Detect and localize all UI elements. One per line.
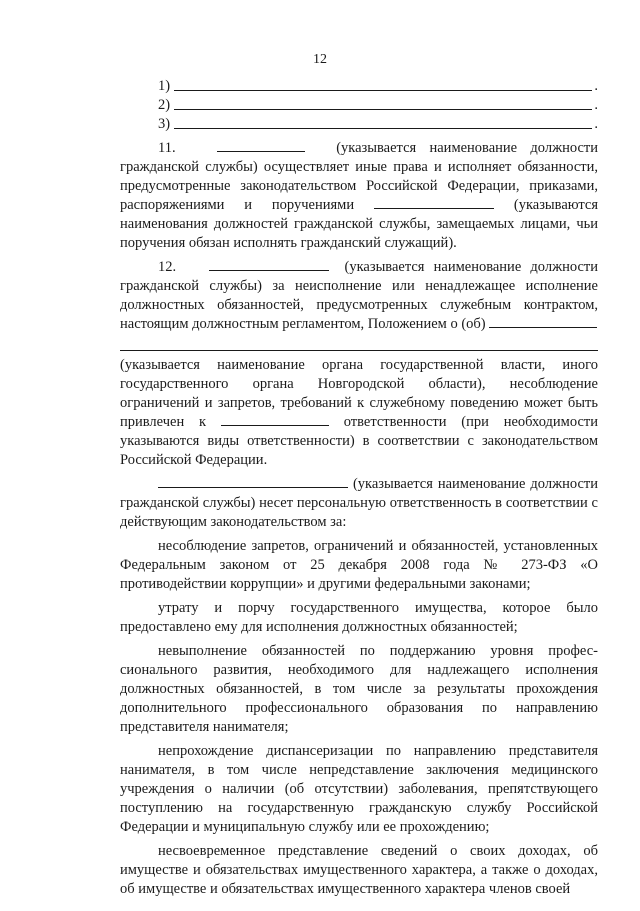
paragraph-12-continued: [120, 356, 598, 470]
responsibility-item-2: утрату и порчу государственного имущества, которое было предоставлено ему для исполнения должностных обязанностей;: [120, 600, 598, 635]
fill-line: [174, 128, 592, 129]
responsibility-item-3: невыполнение обязанностей по поддержанию уровня профессионального развития, необходимого для надлежащего исполнения должностных обязанностей, в том числе за результаты прохождения дополнительного профессионального образования по направлению представителя нанимателя;: [120, 643, 598, 735]
paragraph-12-text-3: ответственности (при необходимости указываются виды ответственности) в соответствии с законодательством Российской Федерации.: [120, 414, 598, 468]
fill-blank: [374, 196, 494, 209]
fill-blank: [489, 315, 597, 328]
blank-list-item-2: [158, 96, 598, 115]
fill-line: [174, 90, 592, 91]
paragraph-12-number: 12.: [158, 259, 177, 275]
responsibility-item-1: несоблюдение запретов, ограничений и обязанностей, установленных Федеральным законом от 25 декабря 2008 года № 273-ФЗ «О противодействии коррупции» и другими федеральными законами;: [120, 538, 598, 592]
paragraph-13-text: (указывается наименование должности гражданской службы) несет персональную ответственность в соответствии с действующим законодательством за:: [120, 476, 599, 530]
paragraph-11-number: 11.: [158, 140, 176, 156]
paragraph-11-text-2: (указываются наименования должностей гражданской службы, замещаемых лицами, чьи поручения обязан исполнять гражданский служащий).: [120, 197, 599, 251]
blank-list-item-1: [158, 77, 598, 96]
page-number: 12: [313, 52, 327, 67]
list-number: 3): [158, 116, 171, 132]
paragraph-12-text-1: (указывается наименование должности гражданской службы) за неисполнение или ненадлежащее исполнение должностных обязанностей, предусмотренных служебным контрактом, настоящим должностным регламентом, Положением о (об): [120, 259, 599, 332]
fill-blank: [221, 413, 329, 426]
paragraph-11: [120, 139, 598, 253]
paragraph-12: [120, 258, 598, 334]
fill-blank: [209, 258, 329, 271]
responsibility-item-5: несвоевременное представление сведений о своих доходах, об имуществе и обязательствах имущественного характера, а также о доходах, об имуществе и обязательствах имущественного характера членов своей: [120, 843, 598, 897]
document-body: [120, 77, 598, 899]
fill-line: [174, 109, 592, 110]
paragraph-12-text-2: (указывается наименование органа государственной власти, иного государственного органа Новгородской области), несоблюдение ограничений и запретов, требований к служебному поведению может быть привлечен к: [120, 357, 598, 430]
paragraph-13: [120, 475, 598, 532]
paragraph-11-text-1: (указывается наименование должности гражданской службы) осуществляет иные права и исполняет обязанности, предусмотренные законодательством Российской Федерации, приказами, распоряжениями и поручениями: [120, 140, 599, 213]
blank-list-item-3: [158, 115, 598, 134]
fill-line-full: [120, 338, 598, 351]
list-end: .: [594, 116, 598, 132]
list-end: .: [594, 97, 598, 113]
list-number: 1): [158, 78, 171, 94]
fill-blank: [217, 139, 305, 152]
responsibility-item-4: непрохождение диспансеризации по направлению представителя нанимателя, в том числе непредставление заключения медицинского учреждения о наличии (об отсутствии) заболевания, препятствующего поступлению на государственную гражданскую службу Российской Федерации и муниципальную службу или ее прохождению;: [120, 743, 598, 835]
fill-blank: [158, 475, 348, 488]
list-number: 2): [158, 97, 171, 113]
list-end: .: [594, 78, 598, 94]
